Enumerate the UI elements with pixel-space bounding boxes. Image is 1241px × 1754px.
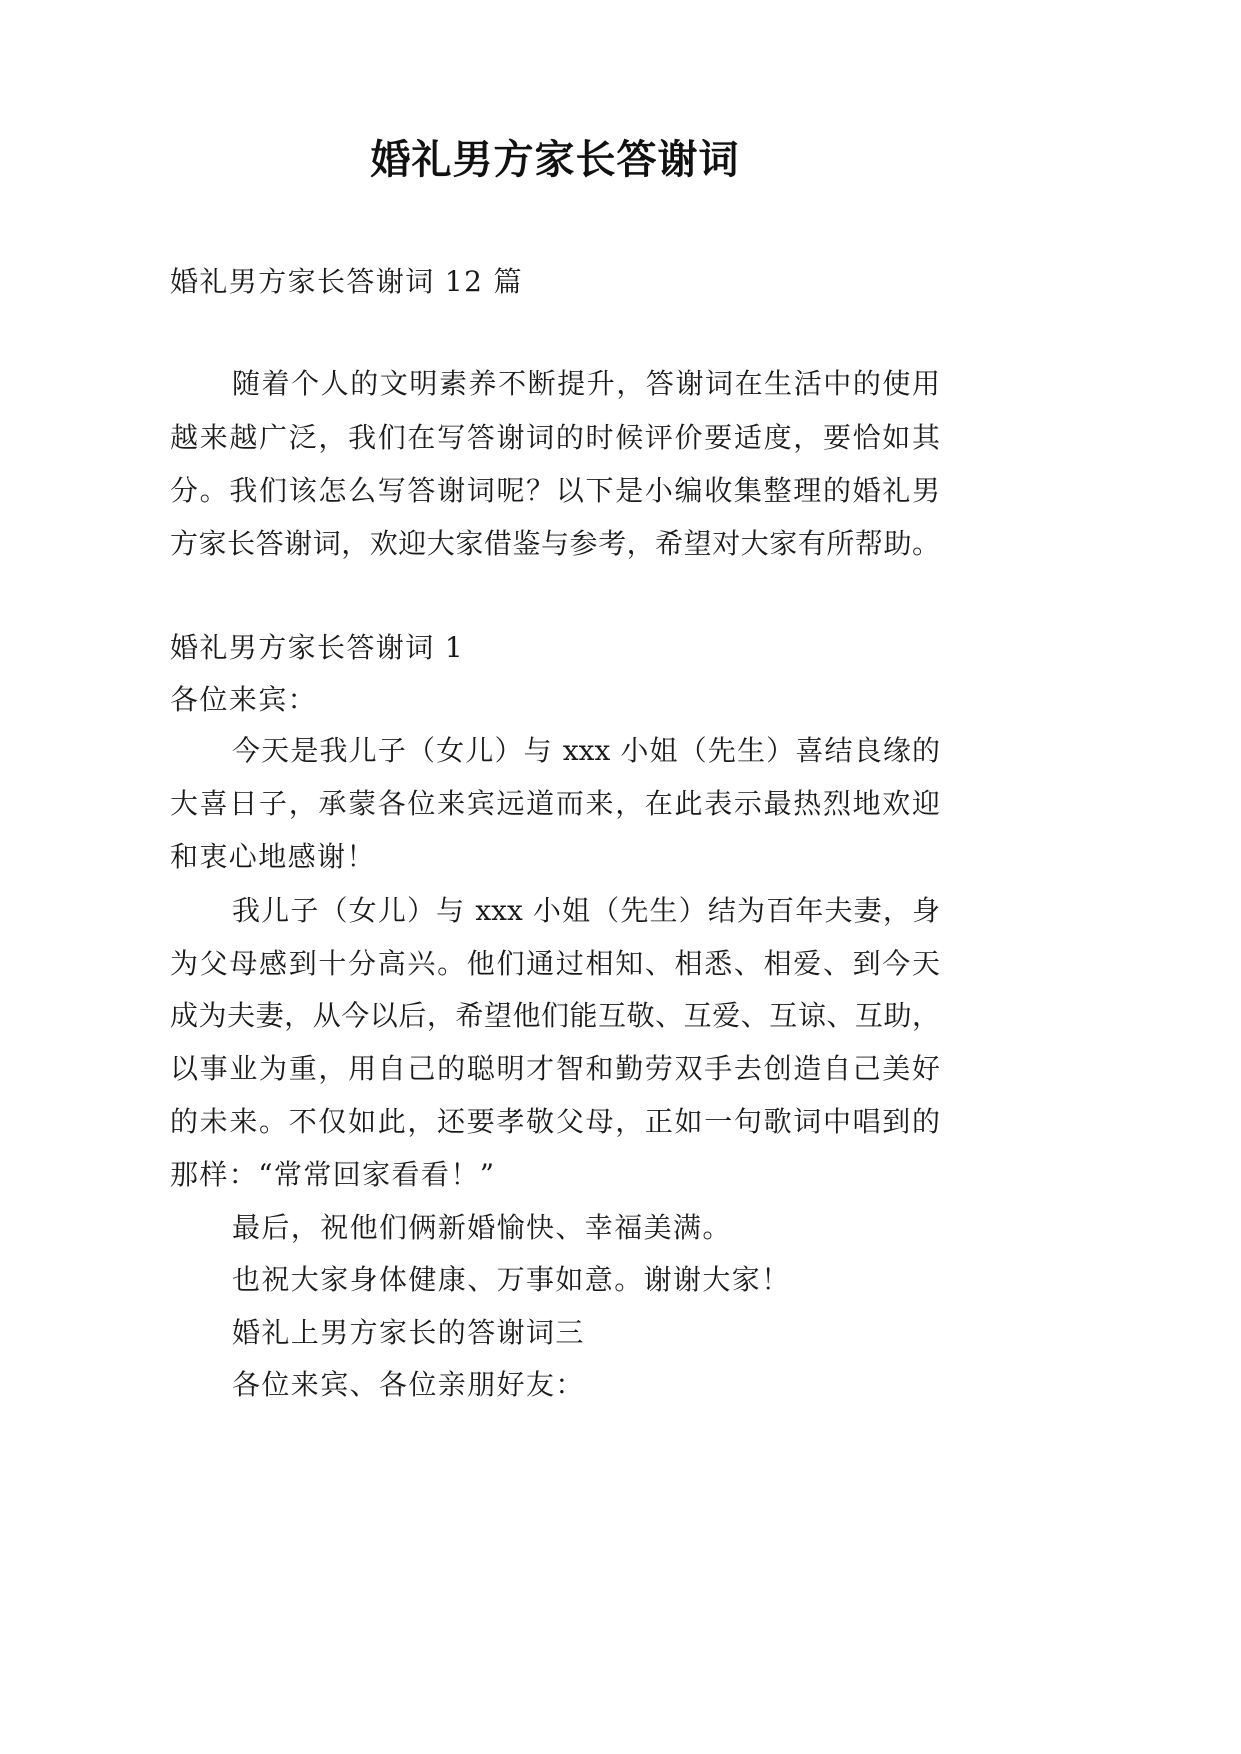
paragraph-line: 为父母感到十分高兴。他们通过相知、相悉、相爱、到今天 (170, 947, 940, 980)
intro-line: 方家长答谢词，欢迎大家借鉴与参考，希望对大家有所帮助。 (170, 527, 940, 560)
document-title: 婚礼男方家长答谢词 (370, 136, 740, 183)
next-section-heading: 婚礼上男方家长的答谢词三 (232, 1316, 585, 1349)
paragraph-line: 我儿子（女儿）与 xxx 小姐（先生）结为百年夫妻，身 (232, 894, 940, 927)
paragraph-line: 的未来。不仅如此，还要孝敬父母，正如一句歌词中唱到的 (170, 1105, 940, 1138)
intro-line: 随着个人的文明素养不断提升，答谢词在生活中的使用 (232, 367, 940, 400)
document-subtitle: 婚礼男方家长答谢词 12 篇 (170, 265, 524, 298)
closing-line: 也祝大家身体健康、万事如意。谢谢大家！ (232, 1263, 791, 1296)
paragraph-line: 那样：“常常回家看看！” (170, 1158, 496, 1191)
paragraph-line: 大喜日子，承蒙各位来宾远道而来，在此表示最热烈地欢迎 (170, 787, 940, 820)
intro-line: 分。我们该怎么写答谢词呢？以下是小编收集整理的婚礼男 (170, 474, 940, 507)
paragraph-line: 和衷心地感谢！ (170, 840, 376, 873)
paragraph-line: 成为夫妻，从今以后，希望他们能互敬、互爱、互谅、互助， (170, 999, 940, 1032)
section-heading: 婚礼男方家长答谢词 1 (170, 631, 465, 664)
intro-line: 越来越广泛，我们在写答谢词的时候评价要适度，要恰如其 (170, 421, 940, 454)
next-salutation: 各位来宾、各位亲朋好友： (232, 1368, 585, 1401)
paragraph-line: 今天是我儿子（女儿）与 xxx 小姐（先生）喜结良缘的 (232, 734, 940, 767)
salutation: 各位来宾： (170, 683, 318, 716)
paragraph-line: 以事业为重，用自己的聪明才智和勤劳双手去创造自己美好 (170, 1052, 940, 1085)
closing-line: 最后，祝他们俩新婚愉快、幸福美满。 (232, 1211, 732, 1244)
